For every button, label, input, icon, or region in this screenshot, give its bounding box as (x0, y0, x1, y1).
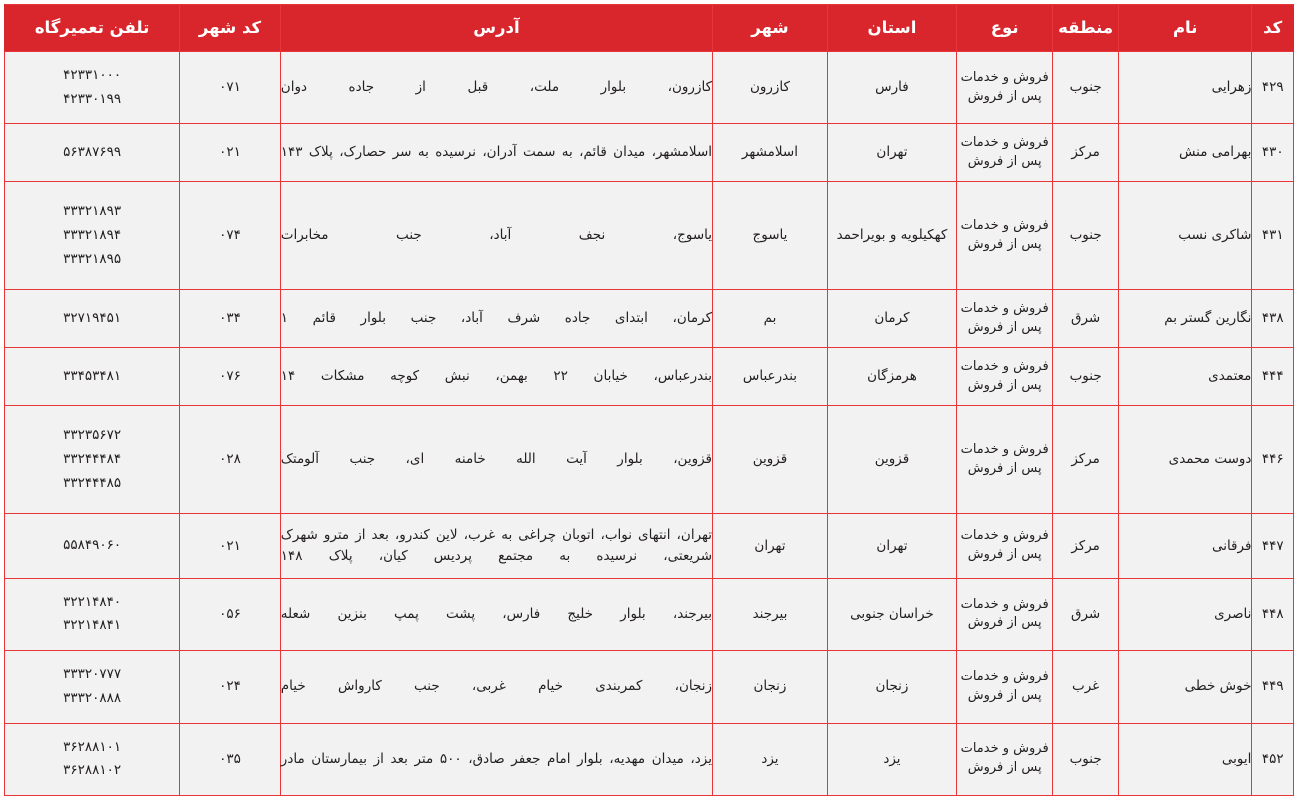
cell-province: زنجان (827, 651, 956, 723)
column-header-region: منطقه (1053, 5, 1119, 52)
cell-name: ایوبی (1118, 723, 1251, 796)
phone-number: ۳۳۲۳۵۶۷۲ (63, 427, 122, 444)
cell-address: یزد، میدان مهدیه، بلوار امام جعفر صادق، ۵۰۰ متر بعد از بیمارستان مادر (280, 723, 712, 796)
phone-number: ۴۲۳۳۰۱۹۹ (63, 90, 122, 107)
cell-name: بهرامی منش (1118, 124, 1251, 182)
table-body (5, 52, 1294, 796)
cell-code: ۴۳۰ (1252, 124, 1294, 182)
cell-phone (5, 514, 180, 578)
cell-city: تهران (713, 514, 828, 578)
cell-region: جنوب (1053, 182, 1119, 290)
phone-number: ۵۵۸۴۹۰۶۰ (63, 537, 122, 554)
table-row (5, 514, 1294, 578)
table-header (5, 5, 1294, 52)
cell-region: شرق (1053, 290, 1119, 348)
cell-type: فروش و خدمات پس از فروش (957, 290, 1053, 348)
cell-region: غرب (1053, 651, 1119, 723)
cell-code: ۴۴۷ (1252, 514, 1294, 578)
cell-city: یاسوج (713, 182, 828, 290)
cell-name: دوست محمدی (1118, 406, 1251, 514)
cell-province: قزوین (827, 406, 956, 514)
cell-phone (5, 578, 180, 650)
cell-code: ۴۴۹ (1252, 651, 1294, 723)
cell-name: ناصری (1118, 578, 1251, 650)
column-header-city-code: کد شهر (180, 5, 281, 52)
cell-phone (5, 348, 180, 406)
table-row (5, 52, 1294, 124)
cell-city: زنجان (713, 651, 828, 723)
cell-city-code: ۰۵۶ (180, 578, 281, 650)
cell-type: فروش و خدمات پس از فروش (957, 124, 1053, 182)
cell-phone (5, 651, 180, 723)
phone-number: ۳۳۴۵۳۴۸۱ (63, 368, 122, 385)
cell-city-code: ۰۷۶ (180, 348, 281, 406)
column-header-address: آدرس (280, 5, 712, 52)
cell-name: خوش خطی (1118, 651, 1251, 723)
phone-number: ۳۳۳۲۰۸۸۸ (63, 689, 122, 706)
cell-phone (5, 290, 180, 348)
cell-phone (5, 182, 180, 290)
cell-region: مرکز (1053, 124, 1119, 182)
phone-number: ۳۲۲۱۴۸۴۰ (63, 593, 122, 610)
cell-name: شاکری نسب (1118, 182, 1251, 290)
phone-number: ۵۶۳۸۷۶۹۹ (63, 144, 122, 161)
cell-province: یزد (827, 723, 956, 796)
column-header-phone: تلفن تعمیرگاه (5, 5, 180, 52)
cell-code: ۴۴۶ (1252, 406, 1294, 514)
column-header-code: کد (1252, 5, 1294, 52)
cell-city-code: ۰۷۱ (180, 52, 281, 124)
cell-city: کازرون (713, 52, 828, 124)
phone-number: ۳۳۳۲۱۸۹۴ (63, 227, 122, 244)
cell-city: قزوین (713, 406, 828, 514)
cell-address: اسلامشهر، میدان قائم، به سمت آدران، نرسیده به سر حصارک، پلاک ۱۴۳ (280, 124, 712, 182)
cell-city-code: ۰۷۴ (180, 182, 281, 290)
cell-city: بیرجند (713, 578, 828, 650)
table-row (5, 578, 1294, 650)
cell-name: فرقانی (1118, 514, 1251, 578)
cell-address: بیرجند، بلوار خلیج فارس، پشت پمپ بنزین شعله (280, 578, 712, 650)
cell-city-code: ۰۳۴ (180, 290, 281, 348)
cell-code: ۴۴۴ (1252, 348, 1294, 406)
cell-province: تهران (827, 124, 956, 182)
cell-code: ۴۳۱ (1252, 182, 1294, 290)
phone-number: ۳۲۲۱۴۸۴۱ (63, 617, 122, 634)
phone-number: ۳۲۷۱۹۴۵۱ (63, 310, 122, 327)
cell-address: تهران، انتهای نواب، اتوبان چراغی به غرب، لاین کندرو، بعد از مترو شهرک شریعتی، نرسیده به مجتمع پردیس کیان، پلاک ۱۴۸ (280, 514, 712, 578)
cell-type: فروش و خدمات پس از فروش (957, 348, 1053, 406)
cell-city-code: ۰۲۱ (180, 124, 281, 182)
phone-number: ۳۶۲۸۸۱۰۱ (63, 738, 122, 755)
phone-number: ۳۶۲۸۸۱۰۲ (63, 762, 122, 779)
cell-city: بندرعباس (713, 348, 828, 406)
cell-code: ۴۴۸ (1252, 578, 1294, 650)
cell-city: یزد (713, 723, 828, 796)
cell-city-code: ۰۲۸ (180, 406, 281, 514)
cell-city: بم (713, 290, 828, 348)
phone-number: ۳۳۲۴۴۴۸۴ (63, 451, 122, 468)
cell-type: فروش و خدمات پس از فروش (957, 52, 1053, 124)
cell-region: شرق (1053, 578, 1119, 650)
cell-province: خراسان جنوبی (827, 578, 956, 650)
cell-region: جنوب (1053, 723, 1119, 796)
cell-code: ۴۲۹ (1252, 52, 1294, 124)
column-header-type: نوع (957, 5, 1053, 52)
table-row (5, 124, 1294, 182)
cell-type: فروش و خدمات پس از فروش (957, 578, 1053, 650)
cell-city-code: ۰۲۴ (180, 651, 281, 723)
cell-phone (5, 406, 180, 514)
cell-type: فروش و خدمات پس از فروش (957, 514, 1053, 578)
cell-city: اسلامشهر (713, 124, 828, 182)
cell-region: مرکز (1053, 514, 1119, 578)
table-row (5, 406, 1294, 514)
cell-province: کهکیلویه و بویراحمد (827, 182, 956, 290)
cell-province: هرمزگان (827, 348, 956, 406)
phone-number: ۳۳۳۲۱۸۹۳ (63, 203, 122, 220)
cell-province: فارس (827, 52, 956, 124)
cell-phone (5, 52, 180, 124)
cell-code: ۴۳۸ (1252, 290, 1294, 348)
cell-type: فروش و خدمات پس از فروش (957, 182, 1053, 290)
cell-address: کازرون، بلوار ملت، قبل از جاده دوان (280, 52, 712, 124)
repair-centers-table (4, 4, 1294, 796)
cell-type: فروش و خدمات پس از فروش (957, 651, 1053, 723)
table-row (5, 651, 1294, 723)
phone-number: ۳۳۳۲۱۸۹۵ (63, 250, 122, 267)
cell-phone (5, 124, 180, 182)
column-header-city: شهر (713, 5, 828, 52)
column-header-name: نام (1118, 5, 1251, 52)
cell-address: یاسوج، نجف آباد، جنب مخابرات (280, 182, 712, 290)
cell-province: کرمان (827, 290, 956, 348)
table-row (5, 723, 1294, 796)
cell-name: زهرایی (1118, 52, 1251, 124)
cell-city-code: ۰۳۵ (180, 723, 281, 796)
cell-address: قزوین، بلوار آیت الله خامنه ای، جنب آلومتک (280, 406, 712, 514)
cell-province: تهران (827, 514, 956, 578)
cell-phone (5, 723, 180, 796)
table-row (5, 290, 1294, 348)
cell-code: ۴۵۲ (1252, 723, 1294, 796)
cell-region: جنوب (1053, 52, 1119, 124)
cell-address: کرمان، ابتدای جاده شرف آباد، جنب بلوار قائم ۱ (280, 290, 712, 348)
cell-name: معتمدی (1118, 348, 1251, 406)
cell-type: فروش و خدمات پس از فروش (957, 406, 1053, 514)
cell-region: جنوب (1053, 348, 1119, 406)
phone-number: ۴۲۳۳۱۰۰۰ (63, 67, 122, 84)
cell-address: بندرعباس، خیابان ۲۲ بهمن، نبش کوچه مشکات ۱۴ (280, 348, 712, 406)
phone-number: ۳۳۳۲۰۷۷۷ (63, 666, 122, 683)
table-row (5, 182, 1294, 290)
cell-city-code: ۰۲۱ (180, 514, 281, 578)
table-row (5, 348, 1294, 406)
header-row (5, 5, 1294, 52)
cell-region: مرکز (1053, 406, 1119, 514)
cell-address: زنجان، کمربندی خیام غربی، جنب کارواش خیام (280, 651, 712, 723)
phone-number: ۳۳۲۴۴۴۸۵ (63, 474, 122, 491)
cell-type: فروش و خدمات پس از فروش (957, 723, 1053, 796)
column-header-province: استان (827, 5, 956, 52)
cell-name: نگارین گستر بم (1118, 290, 1251, 348)
